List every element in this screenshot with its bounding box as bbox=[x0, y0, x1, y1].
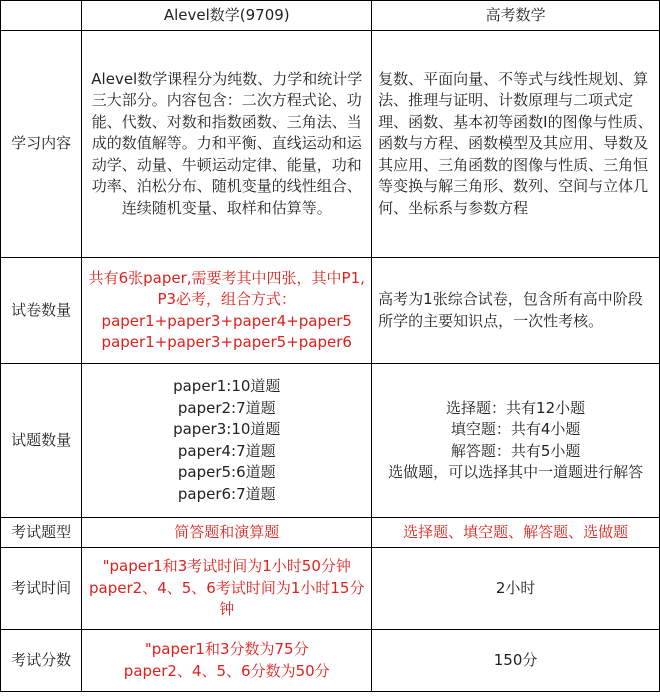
alevel-questions-cell bbox=[82, 364, 372, 518]
alevel-papers-line: paper1+paper3+paper4+paper5 bbox=[101, 311, 352, 330]
gaokao-question-line: 填空题：共有4小题 bbox=[450, 420, 581, 438]
alevel-content-text: Alevel数学课程分为纯数、力学和统计学三大部分。内容包含：二次方程式论、功能、代数、对数和指数函数、三角法、当成的数值解等。力和平衡、直线运动和运动学、动量、牛顿运动定律、能量，功和功率、泊松分布、随机变量的线性组合、连续随机变量、取样和估算等。 bbox=[82, 31, 372, 258]
row-questions bbox=[1, 364, 660, 518]
alevel-question-line: paper4:7道题 bbox=[177, 441, 276, 460]
alevel-type-text: 简答题和演算题 bbox=[82, 518, 372, 548]
alevel-question-line: paper5:6道题 bbox=[177, 463, 276, 481]
gaokao-content-text: 复数、平面向量、不等式与线性规划、算法、推理与证明、计数原理与二项式定理、函数、基本初等函数I的图像与性质、函数与方程、函数模型及其应用、导数及其应用、三角函数的图像与性质、三角恒等变换与解三角形、数列、空间与立体几何、坐标系与参数方程 bbox=[372, 31, 660, 258]
alevel-question-line: paper3:10道题 bbox=[173, 420, 281, 438]
alevel-time-cell bbox=[82, 548, 372, 630]
gaokao-score-text: 150分 bbox=[372, 630, 660, 692]
alevel-score-cell bbox=[82, 630, 372, 692]
row-score bbox=[1, 630, 660, 692]
row-label-score: 考试分数 bbox=[1, 630, 82, 692]
row-papers bbox=[1, 258, 660, 364]
alevel-time-line: "paper1和3考试时间为1小时50分钟 bbox=[102, 557, 351, 576]
alevel-question-line: paper6:7道题 bbox=[177, 484, 276, 503]
row-type bbox=[1, 518, 660, 548]
header-empty-cell bbox=[1, 1, 82, 31]
alevel-score-line: "paper1和3分数为75分 bbox=[144, 640, 309, 658]
gaokao-papers-text: 高考为1张综合试卷，包含所有高中阶段所学的主要知识点，一次性考核。 bbox=[372, 258, 660, 364]
alevel-question-line: paper2:7道题 bbox=[177, 398, 276, 417]
alevel-papers-cell bbox=[82, 258, 372, 364]
row-label-type: 考试题型 bbox=[1, 518, 82, 548]
gaokao-question-line: 解答题：共有5小题 bbox=[450, 441, 581, 460]
gaokao-question-line: 选择题：共有12小题 bbox=[446, 398, 586, 417]
gaokao-type-text: 选择题、填空题、解答题、选做题 bbox=[372, 518, 660, 548]
gaokao-questions-cell bbox=[372, 364, 660, 518]
header-gaokao: 高考数学 bbox=[372, 1, 660, 31]
row-label-content: 学习内容 bbox=[1, 31, 82, 258]
gaokao-time-text: 2小时 bbox=[372, 548, 660, 630]
alevel-papers-line: paper1+paper3+paper5+paper6 bbox=[101, 333, 352, 351]
header-alevel: Alevel数学(9709) bbox=[82, 1, 372, 31]
row-time bbox=[1, 548, 660, 630]
row-label-questions: 试题数量 bbox=[1, 364, 82, 518]
alevel-score-line: paper2、4、5、6分数为50分 bbox=[123, 661, 330, 680]
alevel-time-line: paper2、4、5、6考试时间为1小时15分钟 bbox=[89, 578, 365, 619]
alevel-question-line: paper1:10道题 bbox=[173, 377, 281, 395]
gaokao-question-line: 选做题，可以选择其中一道题进行解答 bbox=[388, 463, 644, 481]
row-label-time: 考试时间 bbox=[1, 548, 82, 630]
row-label-papers: 试卷数量 bbox=[1, 258, 82, 364]
header-row bbox=[1, 1, 660, 31]
alevel-papers-line: 共有6张paper,需要考其中四张，其中P1,P3必考，组合方式： bbox=[88, 268, 365, 308]
row-content bbox=[1, 31, 660, 258]
